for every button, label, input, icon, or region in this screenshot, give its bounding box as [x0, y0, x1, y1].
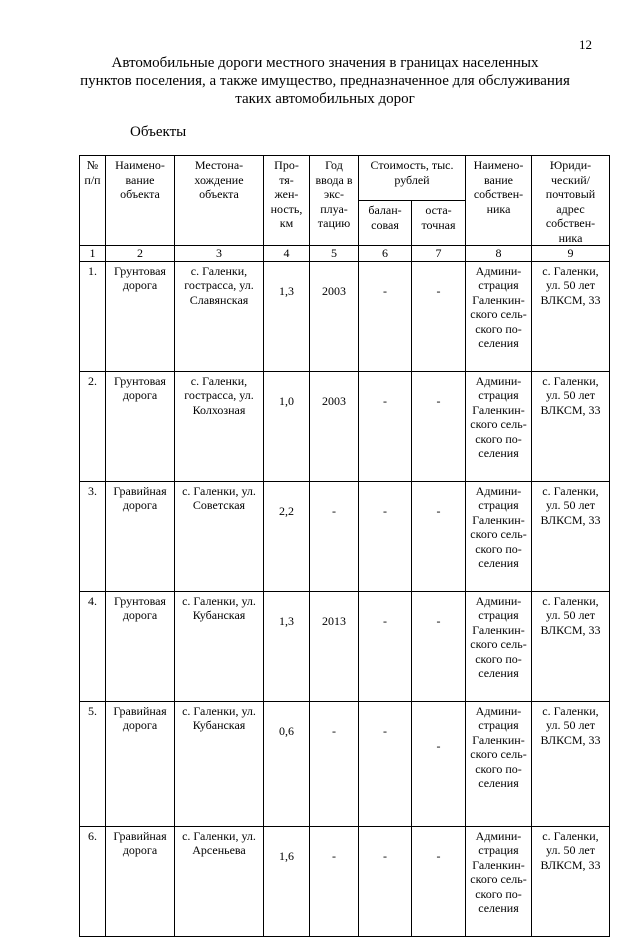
column-number: 7: [412, 246, 466, 262]
balance-value: -: [359, 371, 412, 481]
table-row: [80, 261, 610, 371]
object-location: с. Галенки, гострасса, ул. Колхозная: [175, 371, 264, 481]
object-location: с. Галенки, гострасса, ул. Славянская: [175, 261, 264, 371]
balance-value: -: [359, 261, 412, 371]
column-number: 4: [264, 246, 310, 262]
object-length: 0,6: [264, 701, 310, 826]
page-number: 12: [579, 37, 592, 52]
table-row: [80, 371, 610, 481]
header-row: [80, 156, 610, 201]
row-number: 2.: [80, 371, 106, 481]
column-number: 9: [532, 246, 610, 262]
row-number: 6.: [80, 826, 106, 936]
object-name: Гравийная дорога: [106, 701, 175, 826]
balance-value: -: [359, 591, 412, 701]
row-number: 4.: [80, 591, 106, 701]
row-number: 3.: [80, 481, 106, 591]
balance-value: -: [359, 701, 412, 826]
commission-year: -: [310, 826, 359, 936]
column-number: 2: [106, 246, 175, 262]
object-length: 1,3: [264, 591, 310, 701]
object-length: 1,3: [264, 261, 310, 371]
header-number: № п/п: [80, 156, 106, 246]
column-number: 3: [175, 246, 264, 262]
owner-address: с. Галенки, ул. 50 лет ВЛКСМ, 33: [532, 591, 610, 701]
column-number: 1: [80, 246, 106, 262]
object-name: Гравийная дорога: [106, 826, 175, 936]
owner-name: Админи- страция Галенкин- ского сель- ского по- селения: [466, 826, 532, 936]
object-name: Гравийная дорога: [106, 481, 175, 591]
balance-value: -: [359, 481, 412, 591]
object-length: 2,2: [264, 481, 310, 591]
commission-year: -: [310, 481, 359, 591]
table-row: [80, 826, 610, 936]
object-name: Грунтовая дорога: [106, 261, 175, 371]
column-number: 8: [466, 246, 532, 262]
owner-address: с. Галенки, ул. 50 лет ВЛКСМ, 33: [532, 261, 610, 371]
header-object-name: Наимено- вание объекта: [106, 156, 175, 246]
header-balance-value: балан- совая: [359, 201, 412, 246]
object-name: Грунтовая дорога: [106, 371, 175, 481]
objects-table: [79, 155, 610, 937]
owner-name: Админи- страция Галенкин- ского сель- ского по- селения: [466, 261, 532, 371]
title-line-1: Автомобильные дороги местного значения в границах населенных: [111, 55, 539, 71]
header-length: Про- тя- жен- ность, км: [264, 156, 310, 246]
object-length: 1,0: [264, 371, 310, 481]
section-label: Объекты: [130, 124, 187, 140]
commission-year: 2003: [310, 371, 359, 481]
commission-year: -: [310, 701, 359, 826]
owner-name: Админи- страция Галенкин- ского сель- ского по- селения: [466, 371, 532, 481]
owner-name: Админи- страция Галенкин- ского сель- ского по- селения: [466, 481, 532, 591]
owner-address: с. Галенки, ул. 50 лет ВЛКСМ, 33: [532, 701, 610, 826]
row-number: 5.: [80, 701, 106, 826]
object-name: Грунтовая дорога: [106, 591, 175, 701]
table-row: [80, 481, 610, 591]
column-number: 5: [310, 246, 359, 262]
column-number-row: [80, 246, 610, 262]
owner-address: с. Галенки, ул. 50 лет ВЛКСМ, 33: [532, 481, 610, 591]
commission-year: 2013: [310, 591, 359, 701]
header-year: Год ввода в экс- плуа- тацию: [310, 156, 359, 246]
residual-value: -: [412, 371, 466, 481]
commission-year: 2003: [310, 261, 359, 371]
object-length: 1,6: [264, 826, 310, 936]
header-cost-group: Стоимость, тыс. рублей: [359, 156, 466, 201]
object-location: с. Галенки, ул. Кубанская: [175, 701, 264, 826]
residual-value: -: [412, 826, 466, 936]
header-residual-value: оста- точная: [412, 201, 466, 246]
object-location: с. Галенки, ул. Кубанская: [175, 591, 264, 701]
residual-value: -: [412, 481, 466, 591]
balance-value: -: [359, 826, 412, 936]
owner-name: Админи- страция Галенкин- ского сель- ского по- селения: [466, 591, 532, 701]
header-address: Юриди- ческий/ почтовый адрес собствен- ника: [532, 156, 610, 246]
owner-address: с. Галенки, ул. 50 лет ВЛКСМ, 33: [532, 371, 610, 481]
header-location: Местона- хождение объекта: [175, 156, 264, 246]
owner-name: Админи- страция Галенкин- ского сель- ского по- селения: [466, 701, 532, 826]
table-row: [80, 701, 610, 826]
title-line-2: пунктов поселения, а также имущество, предназначенное для обслуживания: [80, 73, 570, 89]
document-title: [60, 54, 590, 108]
header-owner: Наимено- вание собствен- ника: [466, 156, 532, 246]
residual-value: -: [412, 591, 466, 701]
object-location: с. Галенки, ул. Арсеньева: [175, 826, 264, 936]
table-row: [80, 591, 610, 701]
title-line-3: таких автомобильных дорог: [235, 91, 415, 107]
owner-address: с. Галенки, ул. 50 лет ВЛКСМ, 33: [532, 826, 610, 936]
object-location: с. Галенки, ул. Советская: [175, 481, 264, 591]
residual-value: -: [412, 701, 466, 826]
row-number: 1.: [80, 261, 106, 371]
residual-value: -: [412, 261, 466, 371]
column-number: 6: [359, 246, 412, 262]
